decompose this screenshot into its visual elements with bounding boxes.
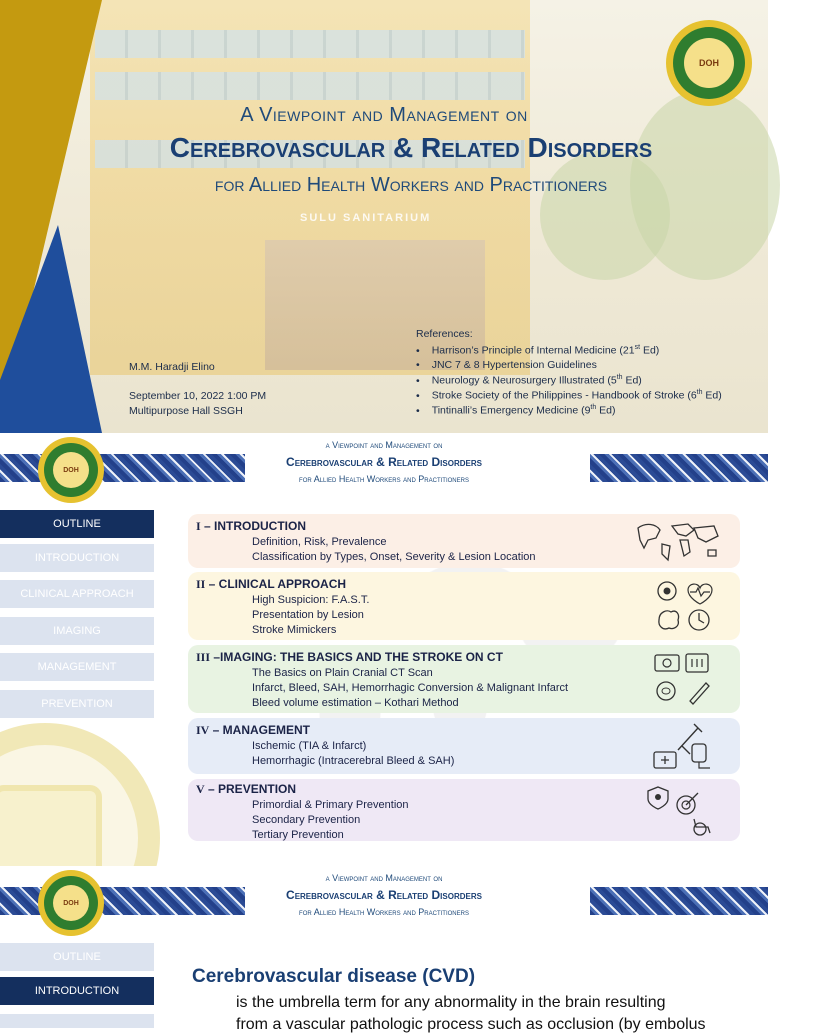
section-item: Secondary Prevention	[252, 814, 361, 826]
building-windows-upper	[95, 30, 525, 58]
section-item: The Basics on Plain Cranial CT Scan	[252, 667, 433, 679]
slide-body-text: from a vascular pathologic process such as occlusion (by embolus	[236, 1016, 706, 1033]
title-line-1: A Viewpoint and Management on	[240, 104, 528, 126]
section-item: High Suspicion: F.A.S.T.	[252, 594, 370, 606]
section-heading: II – CLINICAL APPROACH	[196, 577, 347, 591]
header-line-1: a Viewpoint and Management on	[325, 873, 443, 883]
syringe-medkit-iv-icons	[650, 720, 720, 772]
header-line-2: Cerebrovascular & Related Disorders	[286, 455, 482, 469]
section-item: Ischemic (TIA & Infarct)	[252, 740, 367, 752]
section-item: Bleed volume estimation – Kothari Method	[252, 697, 459, 709]
reference-item: • Stroke Society of the Philippines - Handbook of Stroke (6th Ed)	[416, 389, 722, 404]
slide-body-text: is the umbrella term for any abnormality in the brain resulting	[236, 994, 666, 1011]
ct-scan-icons	[652, 651, 712, 707]
building-windows-middle	[95, 72, 525, 100]
section-heading: IV – MANAGEMENT	[196, 723, 311, 737]
section-imaging	[188, 645, 740, 713]
section-introduction	[188, 514, 740, 568]
seal-text: DOH	[53, 452, 89, 488]
section-item: Primordial & Primary Prevention	[252, 799, 409, 811]
section-heading: V – PREVENTION	[196, 782, 297, 796]
header-line-3: for Allied Health Workers and Practitioners	[299, 474, 469, 484]
shield-target-wheelchair-icons	[646, 783, 720, 839]
reference-item: • Neurology & Neurosurgery Illustrated (5th Ed)	[416, 374, 722, 389]
hospital-seal-logo	[666, 20, 752, 106]
title-slide	[0, 0, 768, 433]
title-line-3: for Allied Health Workers and Practitioners	[214, 174, 608, 196]
slide-header	[0, 866, 768, 928]
header-line-1: a Viewpoint and Management on	[325, 440, 443, 450]
nav-outline[interactable]: OUTLINE	[0, 943, 154, 971]
seal-text: DOH	[53, 885, 89, 921]
header-line-2: Cerebrovascular & Related Disorders	[286, 888, 482, 902]
nav-outline[interactable]: OUTLINE	[0, 510, 154, 538]
section-management	[188, 718, 740, 774]
section-item: Classification by Types, Onset, Severity & Lesion Location	[252, 551, 536, 563]
world-map-icon	[632, 518, 722, 564]
section-item: Definition, Risk, Prevalence	[252, 536, 387, 548]
nav-clinical-approach[interactable]	[0, 1014, 154, 1028]
section-item: Hemorrhagic (Intracerebral Bleed & SAH)	[252, 755, 455, 767]
section-clinical-approach	[188, 572, 740, 640]
slide-header	[0, 433, 768, 495]
reference-item: • JNC 7 & 8 Hypertension Guidelines	[416, 359, 722, 374]
seal-text: DOH	[684, 38, 734, 88]
event-venue: Multipurpose Hall SSGH	[129, 405, 243, 417]
nav-imaging[interactable]: IMAGING	[0, 617, 154, 645]
slide-title: Cerebrovascular disease (CVD)	[192, 966, 476, 987]
header-line-3: for Allied Health Workers and Practitioners	[299, 907, 469, 917]
references-title: References:	[416, 328, 473, 340]
section-prevention	[188, 779, 740, 841]
references-list	[416, 344, 722, 419]
eye-heartbeat-brain-clock-icons	[654, 578, 714, 634]
nav-management[interactable]: MANAGEMENT	[0, 653, 154, 681]
section-heading: I – INTRODUCTION	[196, 519, 307, 533]
introduction-slide	[0, 866, 768, 1033]
section-heading: III –IMAGING: THE BASICS AND THE STROKE ON CT	[196, 650, 503, 664]
outline-slide	[0, 433, 768, 866]
section-item: Infarct, Bleed, SAH, Hemorrhagic Conversion & Malignant Infarct	[252, 682, 569, 694]
event-date: September 10, 2022 1:00 PM	[129, 390, 267, 402]
title-line-2: Cerebrovascular & Related Disorders	[169, 132, 653, 163]
section-item: Tertiary Prevention	[252, 829, 344, 841]
building-sign: SULU SANITARIUM	[300, 212, 432, 224]
nav-clinical-approach[interactable]: CLINICAL APPROACH	[0, 580, 154, 608]
nav-introduction[interactable]: INTRODUCTION	[0, 977, 154, 1005]
section-item: Stroke Mimickers	[252, 624, 337, 636]
reference-item: • Tintinalli’s Emergency Medicine (9th Ed)	[416, 404, 722, 419]
section-item: Presentation by Lesion	[252, 609, 364, 621]
nav-prevention[interactable]: PREVENTION	[0, 690, 154, 718]
author-name: M.M. Haradji Elino	[129, 361, 215, 373]
nav-introduction[interactable]: INTRODUCTION	[0, 544, 154, 572]
reference-item: • Harrison’s Principle of Internal Medicine (21st Ed)	[416, 344, 722, 359]
